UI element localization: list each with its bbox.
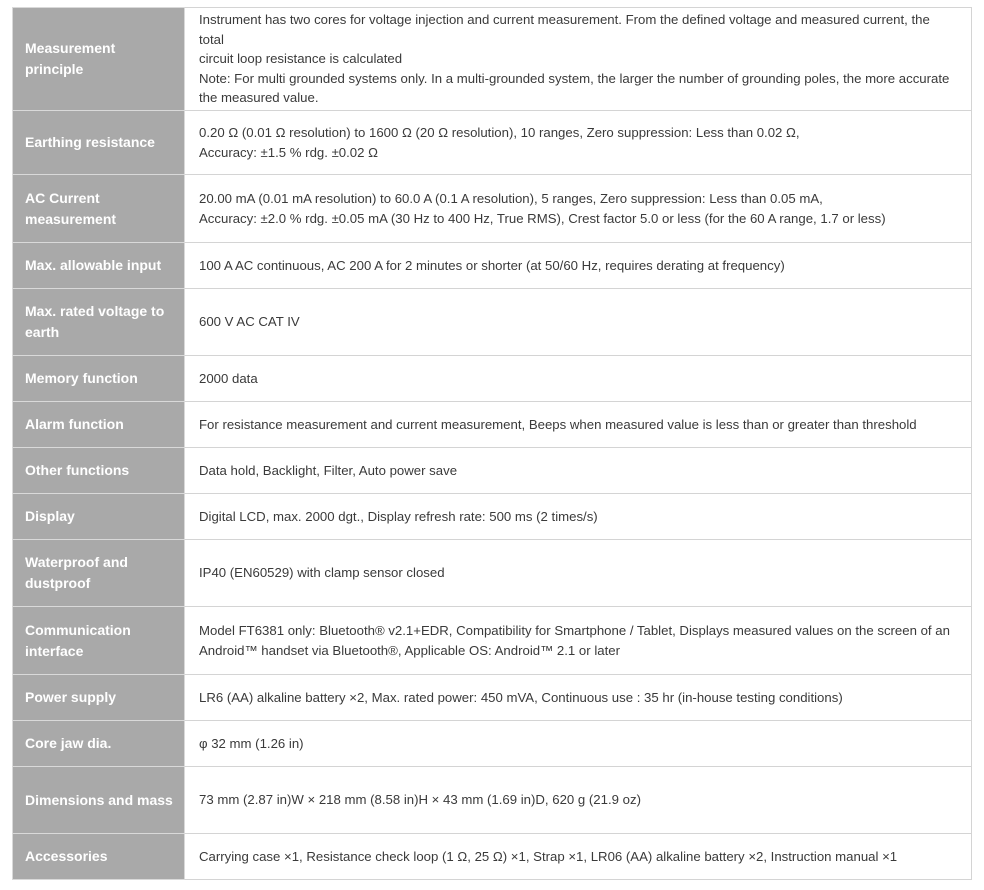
table-row — [13, 767, 972, 834]
table-row — [13, 834, 972, 880]
value-line: 2000 data — [199, 370, 258, 386]
value-line: Android™ handset via Bluetooth®, Applicable OS: Android™ 2.1 or later — [199, 642, 620, 658]
value-line: Instrument has two cores for voltage injection and current measurement. From the defined voltage and measured current, the total — [199, 12, 930, 47]
row-value — [185, 540, 972, 607]
row-value — [185, 834, 972, 880]
table-row — [13, 243, 972, 289]
row-label: Display — [13, 494, 185, 540]
table-row — [13, 402, 972, 448]
table-row — [13, 675, 972, 721]
table-row — [13, 8, 972, 111]
row-value — [185, 243, 972, 289]
table-row — [13, 448, 972, 494]
row-label: Dimensions and mass — [13, 767, 185, 834]
value-line: Note: For multi grounded systems only. In a multi-grounded system, the larger the number of grounding poles, the more accurate — [199, 70, 950, 86]
table-row — [13, 175, 972, 243]
row-label: AC Current measurement — [13, 175, 185, 243]
specifications-table — [12, 7, 972, 880]
value-line: For resistance measurement and current measurement, Beeps when measured value is less than or greater than threshold — [199, 416, 917, 432]
value-line: the measured value. — [199, 90, 319, 106]
table-row — [13, 356, 972, 402]
row-value — [185, 289, 972, 356]
row-label: Max. allowable input — [13, 243, 185, 289]
value-line: circuit loop resistance is calculated — [199, 51, 403, 67]
row-value — [185, 8, 972, 111]
row-value — [185, 721, 972, 767]
table-row — [13, 721, 972, 767]
row-label: Other functions — [13, 448, 185, 494]
row-label: Earthing resistance — [13, 111, 185, 175]
value-line: 600 V AC CAT IV — [199, 314, 300, 330]
specifications-body — [13, 8, 972, 880]
row-label: Max. rated voltage to earth — [13, 289, 185, 356]
row-value — [185, 111, 972, 175]
row-label: Waterproof and dustproof — [13, 540, 185, 607]
row-label: Memory function — [13, 356, 185, 402]
row-value — [185, 448, 972, 494]
table-row — [13, 540, 972, 607]
table-row — [13, 494, 972, 540]
value-line: LR6 (AA) alkaline battery ×2, Max. rated power: 450 mVA, Continuous use : 35 hr (in-house testing conditions) — [199, 689, 843, 705]
value-line: φ 32 mm (1.26 in) — [199, 735, 304, 751]
row-value — [185, 675, 972, 721]
row-value — [185, 494, 972, 540]
row-value — [185, 402, 972, 448]
value-line: 0.20 Ω (0.01 Ω resolution) to 1600 Ω (20 Ω resolution), 10 ranges, Zero suppression: Less than 0.02 Ω, — [199, 124, 800, 140]
row-label: Alarm function — [13, 402, 185, 448]
value-line: IP40 (EN60529) with clamp sensor closed — [199, 565, 445, 581]
table-row — [13, 289, 972, 356]
row-label: Communication interface — [13, 607, 185, 675]
row-label: Power supply — [13, 675, 185, 721]
value-line: 73 mm (2.87 in)W × 218 mm (8.58 in)H × 43 mm (1.69 in)D, 620 g (21.9 oz) — [199, 792, 641, 808]
value-line: Carrying case ×1, Resistance check loop (1 Ω, 25 Ω) ×1, Strap ×1, LR06 (AA) alkaline battery ×2, Instruction manual ×1 — [199, 848, 898, 864]
row-label: Core jaw dia. — [13, 721, 185, 767]
value-line: Data hold, Backlight, Filter, Auto power save — [199, 462, 458, 478]
row-value — [185, 175, 972, 243]
value-line: Accuracy: ±2.0 % rdg. ±0.05 mA (30 Hz to 400 Hz, True RMS), Crest factor 5.0 or less (for the 60 A range, 1.7 or less) — [199, 210, 886, 226]
row-value — [185, 607, 972, 675]
row-value — [185, 356, 972, 402]
table-row — [13, 607, 972, 675]
value-line: Digital LCD, max. 2000 dgt., Display refresh rate: 500 ms (2 times/s) — [199, 508, 598, 524]
row-value — [185, 767, 972, 834]
value-line: 20.00 mA (0.01 mA resolution) to 60.0 A (0.1 A resolution), 5 ranges, Zero suppression: Less than 0.05 mA, — [199, 190, 823, 206]
value-line: Accuracy: ±1.5 % rdg. ±0.02 Ω — [199, 144, 378, 160]
value-line: Model FT6381 only: Bluetooth® v2.1+EDR, Compatibility for Smartphone / Tablet, Displays measured values on the screen of an — [199, 622, 950, 638]
row-label: Accessories — [13, 834, 185, 880]
value-line: 100 A AC continuous, AC 200 A for 2 minutes or shorter (at 50/60 Hz, requires derating at frequency) — [199, 257, 785, 273]
row-label: Measurement principle — [13, 8, 185, 111]
table-row — [13, 111, 972, 175]
